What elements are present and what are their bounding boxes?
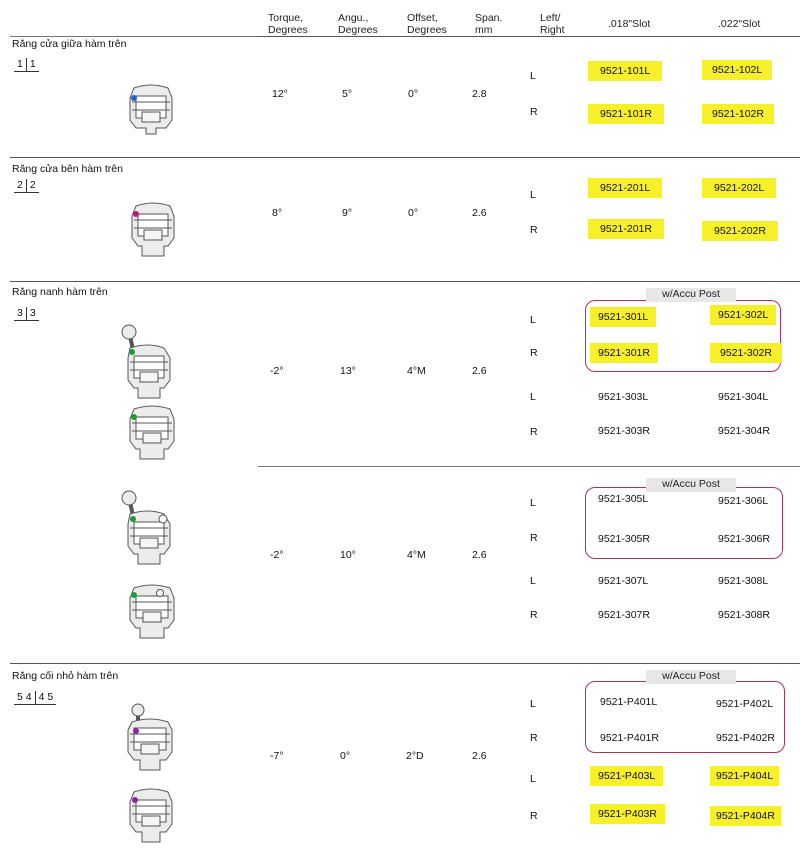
offset-value: 4°M [407,365,426,377]
angu-value: 10° [340,549,356,561]
header-offset: Offset, Degrees [407,12,447,36]
angu-value: 9° [342,207,353,219]
header-left-right: Left/ Right [540,12,565,36]
code-018: 9521-301R [590,347,658,359]
code-018: 9521-P403L [590,770,663,782]
code-018: 9521-201L [588,182,662,194]
color-dot [131,95,137,101]
span-value: 2.6 [472,207,487,219]
side-label: L [530,497,536,509]
code-022: 9521-306L [718,495,769,507]
code-022: 9521-102L [702,64,772,76]
angu-value: 0° [340,750,351,762]
code-018: 9521-303R [598,425,650,437]
offset-value: 0° [408,207,419,219]
side-label: L [530,575,536,587]
side-label: L [530,314,536,326]
angu-value: 13° [340,365,356,377]
side-label: R [530,426,538,438]
code-022: 9521-P402L [716,698,774,710]
torque-value: 12° [272,88,288,100]
bracket-with-hook-icon [118,488,176,568]
bracket-icon [126,584,178,640]
header-angu: Angu., Degrees [338,12,378,36]
code-022: 9521-304R [718,425,770,437]
bracket-icon [126,788,176,844]
tooth-number: 2 2 [14,179,39,193]
torque-value: -2° [270,365,284,377]
color-dot [129,349,135,355]
side-label: R [530,810,538,822]
tooth-number: 5 4 4 5 [14,691,56,705]
color-dot [131,592,137,598]
code-018: 9521-P401L [600,696,658,708]
side-label: R [530,532,538,544]
section-divider [10,36,258,37]
header-slot-018: .018"Slot [608,18,651,30]
span-value: 2.8 [472,88,487,100]
header-torque: Torque, Degrees [268,12,308,36]
code-018: 9521-P401R [600,732,659,744]
accu-post-label: w/Accu Post [646,478,736,492]
header-divider [258,36,800,37]
code-022: 9521-308L [718,575,769,587]
side-label: L [530,189,536,201]
code-018: 9521-305R [598,533,650,545]
color-dot-white [157,590,164,597]
accu-post-label: w/Accu Post [646,288,736,302]
section-divider [10,281,800,282]
torque-value: -2° [270,549,284,561]
code-022: 9521-P402R [716,732,775,744]
code-018: 9521-301L [590,311,656,323]
code-018: 9521-307R [598,609,650,621]
code-022: 9521-202R [702,225,778,237]
color-dot [133,211,139,217]
code-018: 9521-P403R [590,808,665,820]
color-dot-white [159,515,167,523]
code-022: 9521-304L [718,391,769,403]
tooth-number: 1 1 [14,58,39,72]
bracket-with-hook-icon [124,702,176,774]
code-022: 9521-302L [710,309,776,321]
bracket-icon [126,84,176,136]
tooth-number: 3 3 [14,307,39,321]
code-018: 9521-101R [588,108,664,120]
section-title: Răng cửa bên hàm trên [12,163,123,175]
color-dot [133,728,139,734]
bracket-icon [126,405,178,461]
color-dot [132,797,138,803]
accu-post-label: w/Accu Post [646,670,736,684]
code-018: 9521-303L [598,391,649,403]
span-value: 2.6 [472,549,487,561]
side-label: R [530,609,538,621]
bracket-icon [128,202,178,258]
span-value: 2.6 [472,750,487,762]
torque-value: -7° [270,750,284,762]
side-label: L [530,773,536,785]
code-022: 9521-202L [702,182,776,194]
section-divider [10,157,800,158]
color-dot [130,516,136,522]
section-title: Răng nanh hàm trên [12,286,108,298]
section-divider [10,663,800,664]
group-divider [258,466,800,467]
header-span: Span. mm [475,12,503,36]
header-slot-022: .022"Slot [718,18,761,30]
code-022: 9521-302R [710,347,782,359]
torque-value: 8° [272,207,283,219]
code-018: 9521-307L [598,575,649,587]
code-022: 9521-308R [718,609,770,621]
side-label: R [530,224,538,236]
bracket-with-hook-icon [118,322,174,402]
code-018: 9521-305L [598,493,649,505]
section-title: Răng cửa giữa hàm trên [12,38,127,50]
code-022: 9521-P404L [710,770,779,782]
span-value: 2.6 [472,365,487,377]
offset-value: 4°M [407,549,426,561]
code-022: 9521-306R [718,533,770,545]
side-label: L [530,391,536,403]
code-022: 9521-P404R [710,810,781,822]
code-018: 9521-101L [588,65,662,77]
section-title: Răng cối nhỏ hàm trên [12,670,119,682]
code-018: 9521-201R [588,223,664,235]
side-label: R [530,347,538,359]
offset-value: 2°D [406,750,424,762]
side-label: L [530,70,536,82]
offset-value: 0° [408,88,419,100]
color-dot [131,414,137,420]
side-label: R [530,106,538,118]
side-label: L [530,698,536,710]
side-label: R [530,732,538,744]
angu-value: 5° [342,88,353,100]
code-022: 9521-102R [702,108,774,120]
